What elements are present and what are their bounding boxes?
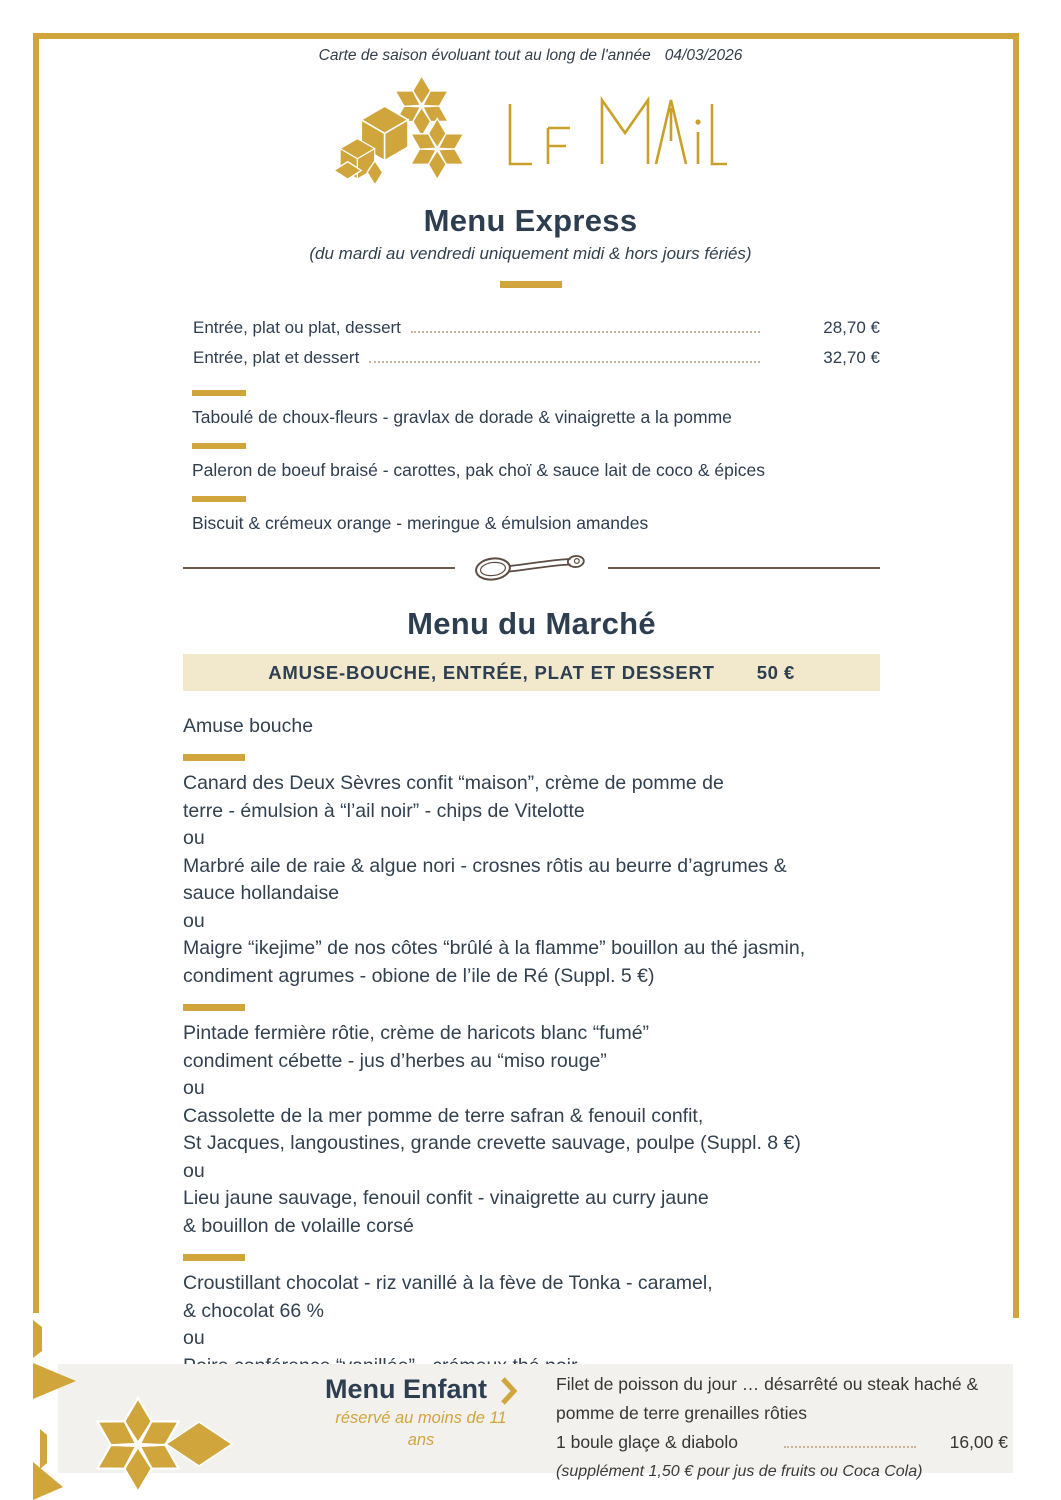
menu-line: Croustillant chocolat - riz vanillé à la fève de Tonka - caramel, <box>183 1272 713 1294</box>
season-note-text: Carte de saison évoluant tout au long de l'année <box>318 47 651 64</box>
gold-bar <box>192 443 246 449</box>
diamond-star-pattern-icon <box>334 75 484 187</box>
spoon-icon <box>471 550 593 586</box>
divider-line <box>608 567 880 569</box>
gold-rule <box>500 281 562 288</box>
gold-bar <box>183 1004 245 1011</box>
amuse-bouche-line: Amuse bouche <box>183 715 314 737</box>
menu-line: Cassolette de la mer pomme de terre safran & fenouil confit, <box>183 1104 704 1127</box>
dotted-leader <box>784 1446 916 1448</box>
menu-express-title: Menu Express <box>423 203 638 238</box>
formula-price: 28,70 € <box>823 318 880 337</box>
formula-label: Entrée, plat ou plat, dessert <box>193 318 401 337</box>
banner-label: AMUSE-BOUCHE, ENTRÉE, PLAT ET DESSERT <box>268 661 715 683</box>
express-dessert: Biscuit & crémeux orange - meringue & émulsion amandes <box>192 513 649 533</box>
formula-row <box>193 343 880 373</box>
banner-price: 50 € <box>756 661 795 683</box>
menu-line: ou <box>183 909 205 932</box>
menu-line: ou <box>183 1327 205 1349</box>
enfant-price-label: 1 boule glaçe & diabolo <box>556 1432 738 1452</box>
menu-line: Maigre “ikejime” de nos côtes “brûlé à la flamme” bouillon au thé jasmin, <box>183 937 806 959</box>
dotted-leader <box>411 331 760 333</box>
formula-row <box>193 313 880 343</box>
menu-line: condiment cébette - jus d’herbes au “miso rouge” <box>183 1049 607 1072</box>
express-main: Paleron de boeuf braisé - carottes, pak choï & sauce lait de coco & épices <box>192 460 765 480</box>
enfant-restriction: ans <box>407 1431 435 1449</box>
express-starter: Taboulé de choux-fleurs - gravlax de dorade & vinaigrette a la pomme <box>192 407 732 427</box>
divider-line <box>183 567 455 569</box>
course-starters <box>183 754 880 990</box>
dotted-leader <box>369 361 760 363</box>
restaurant-logo <box>0 75 1061 187</box>
menu-express-subtitle: (du mardi au vendredi uniquement midi & hors jours fériés) <box>309 244 752 263</box>
chevron-right-icon <box>501 1377 517 1405</box>
enfant-dish-line: Filet de poisson du jour … désarrêté ou steak haché & <box>556 1374 979 1394</box>
frame-border-right <box>1013 33 1019 1318</box>
corner-diamond-pattern-icon <box>20 1315 250 1500</box>
menu-line: & chocolat 66 % <box>183 1299 324 1322</box>
menu-line: Canard des Deux Sèvres confit “maison”, crème de pomme de <box>183 772 724 794</box>
menu-line: & bouillon de volaille corsé <box>183 1214 414 1237</box>
menu-date: 04/03/2026 <box>664 47 743 64</box>
frame-border-left <box>33 33 39 1313</box>
gold-bar <box>192 496 246 502</box>
menu-line: Lieu jaune sauvage, fenouil confit - vinaigrette au curry jaune <box>183 1187 709 1209</box>
formula-price: 32,70 € <box>823 348 880 367</box>
gold-bar <box>183 754 245 761</box>
logo-wordmark-icon <box>502 86 727 176</box>
course-lines <box>183 1020 880 1240</box>
menu-line: ou <box>183 1077 205 1099</box>
menu-content <box>183 313 880 1408</box>
enfant-price-row <box>556 1428 1008 1457</box>
gold-bar <box>183 1254 245 1261</box>
express-items <box>192 390 880 536</box>
course-lines <box>183 770 880 990</box>
marche-banner <box>183 654 880 691</box>
menu-enfant-details <box>556 1370 1008 1486</box>
menu-line: ou <box>183 827 205 849</box>
enfant-dish-line: pomme de terre grenailles rôties <box>556 1403 807 1423</box>
menu-enfant-title: Menu Enfant <box>325 1373 487 1404</box>
enfant-restriction: réservé au moins de 11 <box>335 1409 507 1427</box>
frame-border-top <box>33 33 1019 39</box>
menu-marche-title: Menu du Marché <box>407 606 656 641</box>
menu-line: St Jacques, langoustines, grande crevette sauvage, poulpe (Suppl. 8 €) <box>183 1132 801 1154</box>
menu-line: condiment agrumes - obione de l’ile de Ré (Suppl. 5 €) <box>183 964 655 987</box>
menu-line: Marbré aile de raie & algue nori - crosnes rôtis au beurre d’agrumes & <box>183 854 787 877</box>
enfant-price: 16,00 € <box>949 1432 1008 1452</box>
menu-line: terre - émulsion à “l’ail noir” - chips de Vitelotte <box>183 799 585 822</box>
menu-line: sauce hollandaise <box>183 882 340 904</box>
menu-line: ou <box>183 1159 205 1182</box>
gold-bar <box>192 390 246 396</box>
enfant-supplement-note: (supplément 1,50 € pour jus de fruits ou Coca Cola) <box>556 1463 923 1480</box>
formula-label: Entrée, plat et dessert <box>193 348 360 367</box>
express-formulas <box>193 313 880 373</box>
spoon-divider <box>183 550 880 586</box>
menu-line: Pintade fermière rôtie, crème de haricots blanc “fumé” <box>183 1022 650 1044</box>
course-mains <box>183 1004 880 1240</box>
menu-enfant-header <box>301 1373 541 1451</box>
